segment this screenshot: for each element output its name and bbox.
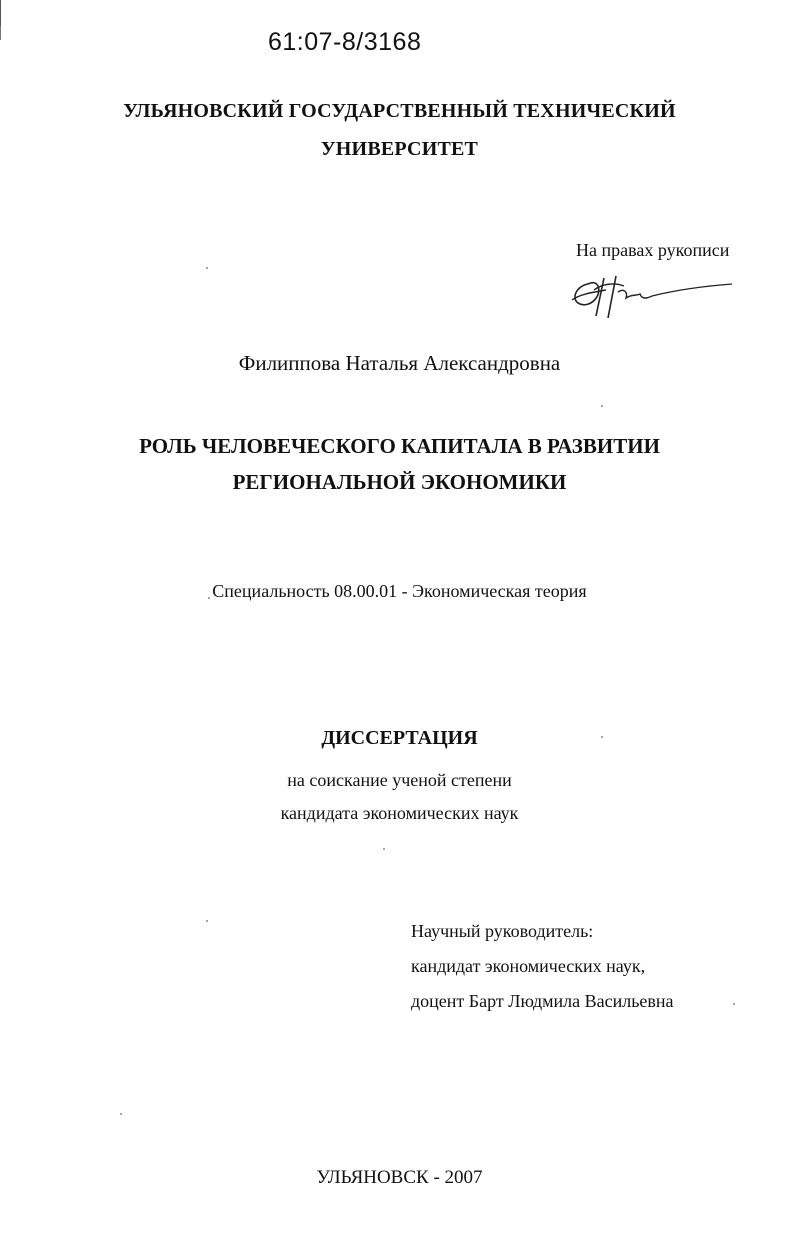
scan-speck — [733, 1003, 735, 1005]
margin-line-mark — [0, 0, 1, 26]
scan-speck — [120, 1113, 122, 1115]
city-year: УЛЬЯНОВСК - 2007 — [316, 1167, 483, 1188]
dissertation-title — [0, 428, 799, 500]
signature — [566, 270, 736, 325]
scientific-advisor — [411, 914, 674, 1019]
scan-speck — [206, 920, 208, 922]
margin-line-mark — [0, 26, 1, 40]
advisor-name: доцент Барт Людмила Васильевна — [411, 991, 674, 1011]
author-name: Филиппова Наталья Александровна — [238, 351, 561, 375]
scan-speck — [208, 597, 210, 599]
advisor-degree: кандидат экономических наук, — [411, 956, 646, 976]
scan-speck — [206, 267, 208, 269]
advisor-label: Научный руководитель: — [411, 921, 594, 941]
degree-line: на соискание ученой степени — [287, 770, 512, 790]
degree-line: кандидата экономических наук — [280, 803, 519, 823]
dissertation-title-line: РОЛЬ ЧЕЛОВЕЧЕСКОГО КАПИТАЛА В РАЗВИТИИ — [139, 434, 660, 458]
dissertation-heading: ДИССЕРТАЦИЯ — [321, 727, 478, 749]
scan-speck — [383, 848, 385, 850]
university-name — [0, 92, 799, 168]
university-name-line: УЛЬЯНОВСКИЙ ГОСУДАРСТВЕННЫЙ ТЕХНИЧЕСКИЙ — [123, 100, 676, 122]
archive-code: 61:07-8/3168 — [268, 28, 422, 56]
scan-speck — [601, 405, 603, 407]
scan-speck — [601, 736, 603, 738]
university-name-line: УНИВЕРСИТЕТ — [320, 138, 479, 160]
manuscript-rights-note: На правах рукописи — [576, 240, 730, 260]
dissertation-title-line: РЕГИОНАЛЬНОЙ ЭКОНОМИКИ — [232, 470, 567, 494]
speciality: Специальность 08.00.01 - Экономическая теория — [212, 581, 587, 601]
degree-description — [0, 764, 799, 830]
